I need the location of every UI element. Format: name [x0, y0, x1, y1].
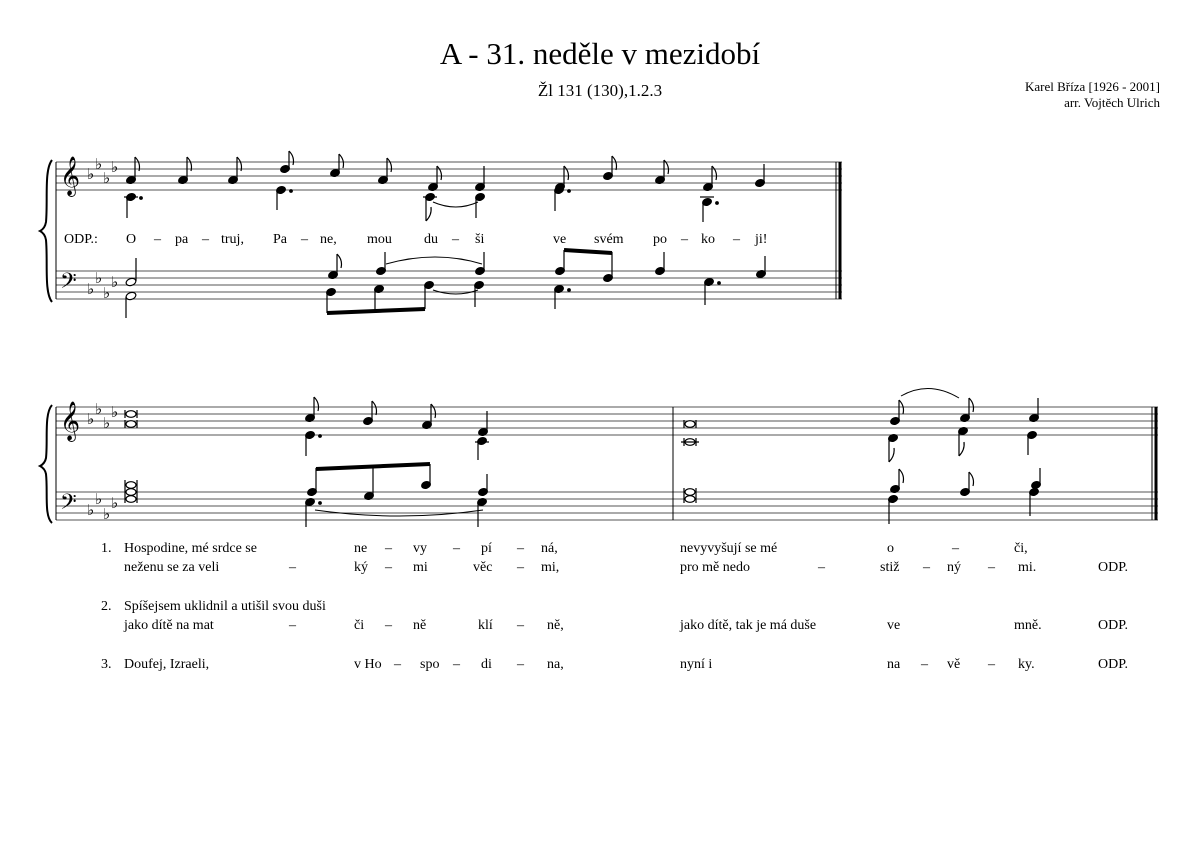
brace-1: [40, 160, 52, 302]
lyric-syllable: svém: [594, 232, 624, 247]
verse-text: –: [921, 657, 928, 672]
system-2: [40, 405, 1158, 523]
verse-text: ve: [887, 618, 901, 633]
verse-text: v Ho: [354, 657, 382, 672]
verse-text: mně.: [1014, 618, 1042, 633]
refrain-lyrics: [64, 232, 767, 247]
verse-text: o: [887, 541, 894, 556]
svg-text:♭: ♭: [103, 414, 111, 432]
verse-text: –: [453, 657, 460, 672]
verse-text: ne: [354, 541, 368, 556]
verse-text: ná,: [541, 541, 558, 556]
system-1: [40, 160, 842, 302]
verse-text: –: [988, 657, 995, 672]
verse-text: klí: [478, 618, 493, 633]
breve-chord-bass: [125, 480, 137, 503]
svg-text:♭: ♭: [87, 410, 95, 428]
verse-text: –: [818, 560, 825, 575]
lyric-syllable: –: [301, 232, 308, 247]
lyric-syllable: truj,: [221, 232, 244, 247]
odp-marker: ODP.: [1098, 560, 1128, 575]
svg-text:♭: ♭: [95, 490, 103, 508]
lyric-syllable: –: [681, 232, 688, 247]
verse-text: věc: [473, 560, 493, 575]
svg-text:♭: ♭: [103, 169, 111, 187]
svg-text:♭: ♭: [87, 280, 95, 298]
lyric-syllable: pa: [175, 232, 189, 247]
lyric-syllable: du: [424, 232, 438, 247]
verse-text: mi.: [1018, 560, 1037, 575]
verse-text: či,: [1014, 541, 1028, 556]
lyric-syllable: ne,: [320, 232, 337, 247]
bass-clef-icon: 𝄢: [60, 269, 77, 299]
verse-text: či: [354, 618, 365, 633]
verse-text: –: [988, 560, 995, 575]
psalm-reference: Žl 131 (130),1.2.3: [537, 81, 663, 100]
key-signature-bass-2: [87, 490, 118, 523]
lyric-syllable: ši: [475, 232, 485, 247]
verse-text: di: [481, 657, 492, 672]
treble-staff-2: [56, 407, 1158, 435]
lyric-syllable: –: [154, 232, 161, 247]
svg-text:♭: ♭: [87, 501, 95, 519]
odp-marker: ODP.: [1098, 657, 1128, 672]
verse-text: –: [952, 541, 959, 556]
verse-text: –: [517, 618, 524, 633]
verse-text: mi,: [541, 560, 560, 575]
verse-text: –: [517, 541, 524, 556]
verse-text: –: [517, 560, 524, 575]
treble-staff-1: [56, 162, 842, 190]
verse-text: vě: [947, 657, 961, 672]
verse-text: –: [394, 657, 401, 672]
brace-2: [40, 405, 52, 523]
breve-chord-treble: [125, 410, 137, 428]
verse-text: –: [453, 541, 460, 556]
verse-text: na,: [547, 657, 564, 672]
lyric-syllable: –: [733, 232, 740, 247]
lyric-syllable: –: [202, 232, 209, 247]
verse-text: –: [385, 560, 392, 575]
breve-chord-treble-m2: [681, 420, 699, 446]
verse-text: na: [887, 657, 901, 672]
svg-text:♭: ♭: [103, 505, 111, 523]
verse-number: 1.: [101, 541, 112, 556]
svg-text:♭: ♭: [95, 269, 103, 287]
svg-text:♭: ♭: [111, 494, 119, 512]
lyric-syllable: ko: [701, 232, 715, 247]
verse-text: nyní i: [680, 657, 713, 672]
verse-text: –: [517, 657, 524, 672]
verse-number: 3.: [101, 657, 112, 672]
treble-clef-icon: 𝄞: [60, 156, 81, 196]
bass-staff-1: [56, 271, 842, 299]
lyric-syllable: mou: [367, 232, 392, 247]
verse-number: 2.: [101, 599, 112, 614]
verse-text: –: [289, 618, 296, 633]
treble-clef-icon: 𝄞: [60, 401, 81, 441]
refrain-label: ODP.:: [64, 232, 98, 247]
verse-text: pro mě nedo: [680, 560, 750, 575]
bass-staff-2: [56, 492, 1158, 520]
lyric-syllable: ji!: [755, 232, 768, 247]
verse-text: ký: [354, 560, 368, 575]
bass-notes-1: [125, 250, 766, 318]
composer-name: Karel Bříza [1926 - 2001]: [1024, 79, 1160, 94]
verse-text: nevyvyšují se mé: [680, 541, 778, 556]
svg-text:♭: ♭: [95, 400, 103, 418]
verse-text: –: [385, 618, 392, 633]
lyric-syllable: –: [452, 232, 459, 247]
svg-text:♭: ♭: [95, 155, 103, 173]
key-signature-treble-1: [87, 155, 118, 187]
svg-text:♭: ♭: [111, 273, 119, 291]
svg-text:♭: ♭: [103, 284, 111, 302]
verse-text: mi: [413, 560, 428, 575]
lyric-syllable: po: [653, 232, 667, 247]
svg-text:♭: ♭: [111, 403, 119, 421]
breve-chord-bass-m2: [684, 488, 696, 503]
verse-text: pí: [481, 541, 492, 556]
verse-text: spo: [420, 657, 440, 672]
odp-marker: ODP.: [1098, 618, 1128, 633]
verse-text: ný: [947, 560, 961, 575]
lyric-syllable: Pa: [273, 232, 287, 247]
bass-clef-icon: 𝄢: [60, 490, 77, 520]
svg-text:♭: ♭: [87, 165, 95, 183]
verse-text: ně,: [547, 618, 564, 633]
verse-text: ky.: [1018, 657, 1035, 672]
verse-text: jako dítě na mat: [124, 618, 214, 633]
verse-text: vy: [413, 541, 427, 556]
verse-text: neženu se za veli: [124, 560, 220, 575]
verse-text: stiž: [880, 560, 900, 575]
verse-text: Spíšejsem uklidnil a utišil svou duši: [124, 599, 326, 614]
verse-text: Hospodine, mé srdce se: [124, 541, 257, 556]
verse-text: ně: [413, 618, 427, 633]
verse-text: –: [289, 560, 296, 575]
arranger-name: arr. Vojtěch Ulrich: [1064, 95, 1160, 110]
lyric-syllable: O: [126, 232, 137, 247]
lyric-syllable: ve: [553, 232, 567, 247]
verse-text: jako dítě, tak je má duše: [680, 618, 817, 633]
verse-text: Doufej, Izraeli,: [124, 657, 210, 672]
verse-text: –: [923, 560, 930, 575]
verse-text: –: [385, 541, 392, 556]
svg-text:♭: ♭: [111, 158, 119, 176]
key-signature-bass-1: [87, 269, 118, 302]
key-signature-treble-2: [87, 400, 118, 432]
page-title: A - 31. neděle v mezidobí: [439, 36, 761, 71]
